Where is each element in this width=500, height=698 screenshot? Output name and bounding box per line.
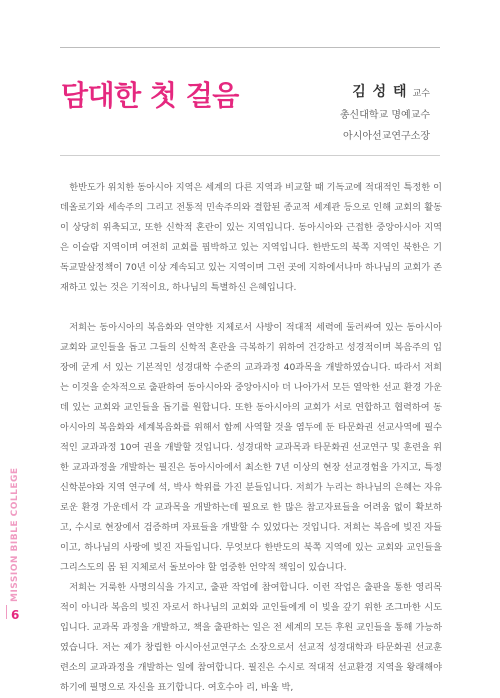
author-name: 김 성 태: [352, 84, 408, 100]
paragraph: 한반도가 위치한 동아시아 지역은 세계의 다른 지역과 비교할 때 기독교에 적대적인 특정한 이데올로기와 세속주의 그리고 전통적 민속주의와 결합된 종교적 세계관 등으로 인해 교회의 활동이 상당히 위축되고, 또한 신학적 혼란이 있는 지역입니다. 동아시아와 근접한 중앙아시아 지역은 이슬람 지역이며 여전히 교회를 핍박하고 있는 지역입니다. 한반도의 북쪽 지역인 북한은 기독교말살정책이 70년 이상 계속되고 있는 지역이며 그런 곳에 지하에서나마 하나님의 교회가 존재하고 있는 것은 기적이요, 하나님의 특별하신 은혜입니다.: [60, 182, 442, 293]
author-block: [340, 80, 430, 147]
paragraph: 저희는 거룩한 사명의식을 가지고, 출판 작업에 참여합니다. 이런 작업은 출판을 통한 영리목적이 아니라 복음의 빚진 자로서 하나님의 교회와 교인들에게 이 빚을 갚기 위한 조그마한 시도입니다. 교과목 과정을 개발하고, 책을 출판하는 일은 전 세계의 모든 후원 교인들을 통해 가능하였습니다. 저는 제가 창립한 아시아선교연구소 소장으로서 선교적 성경대학과 타문화권 선교훈련소의 교과과정을 개발하는 일에 참여합니다. 필진은 수시로 적대적 선교환경 지역을 왕래해야 하기에 필명으로 자신을 표기합니다. 여호수아 리, 바울 박,: [60, 582, 442, 693]
page-number: 6: [11, 608, 20, 622]
article-body: [60, 178, 442, 698]
paragraph: 저희는 동아시아의 복음화와 연약한 지체로서 사방이 적대적 세력에 둘러싸여 있는 동아시아 교회와 교인들을 돕고 그들의 신학적 혼란을 극복하기 위하여 건강하고 성경적이며 복음주의 입장에 굳게 서 있는 기본적인 성경대학 수준의 교과과정 40과목을 개발하였습니다. 따라서 저희는 이것을 순차적으로 출판하여 동아시아와 중앙아시아 더 나아가서 모든 열악한 선교 환경 가운데 있는 교회와 교인들을 돕기를 원합니다. 또한 동아시아의 교회가 서로 연합하고 협력하여 동아시아의 복음화와 세계복음화를 위해서 함께 사역할 것을 염두에 둔 타문화권 선교사역에 필수적인 교과과정 10여 권을 개발할 것입니다. 성경대학 교과목과 타문화권 선교연구 및 훈련을 위한 교과과정을 개발하는 필진은 동아시아에서 최소한 7년 이상의 현장 선교경험을 가지고, 특정 신학분야와 지역 연구에 석, 박사 학위를 가진 분들입니다. 저희가 누리는 하나님의 은혜는 자유로운 환경 가운데서 각 교과목을 개발하는데 필요로 한 많은 참고자료들을 어려움 없이 확보하고, 수시로 현장에서 검증하며 자료들을 개발할 수 있었다는 것입니다. 저희는 복음에 빚진 자들이고, 하나님의 사랑에 빚진 자들입니다. 무엇보다 한반도의 북쪽 지역에 있는 교회와 교인들을 그리스도의 몸 된 지체로서 돌보아야 할 엄중한 언약적 책임이 있습니다.: [60, 322, 442, 573]
running-title-rule: [6, 605, 7, 619]
author-title: 교수: [412, 89, 430, 99]
page-title: 담대한 첫 걸음: [61, 79, 239, 112]
author-affiliation-2: 아시아선교연구소장: [343, 131, 430, 142]
running-title: MISSION BIBLE COLLEGE: [10, 467, 20, 602]
author-affiliation-1: 총신대학교 명예교수: [339, 110, 430, 121]
header-divider: [60, 155, 440, 156]
top-divider: [60, 47, 440, 48]
